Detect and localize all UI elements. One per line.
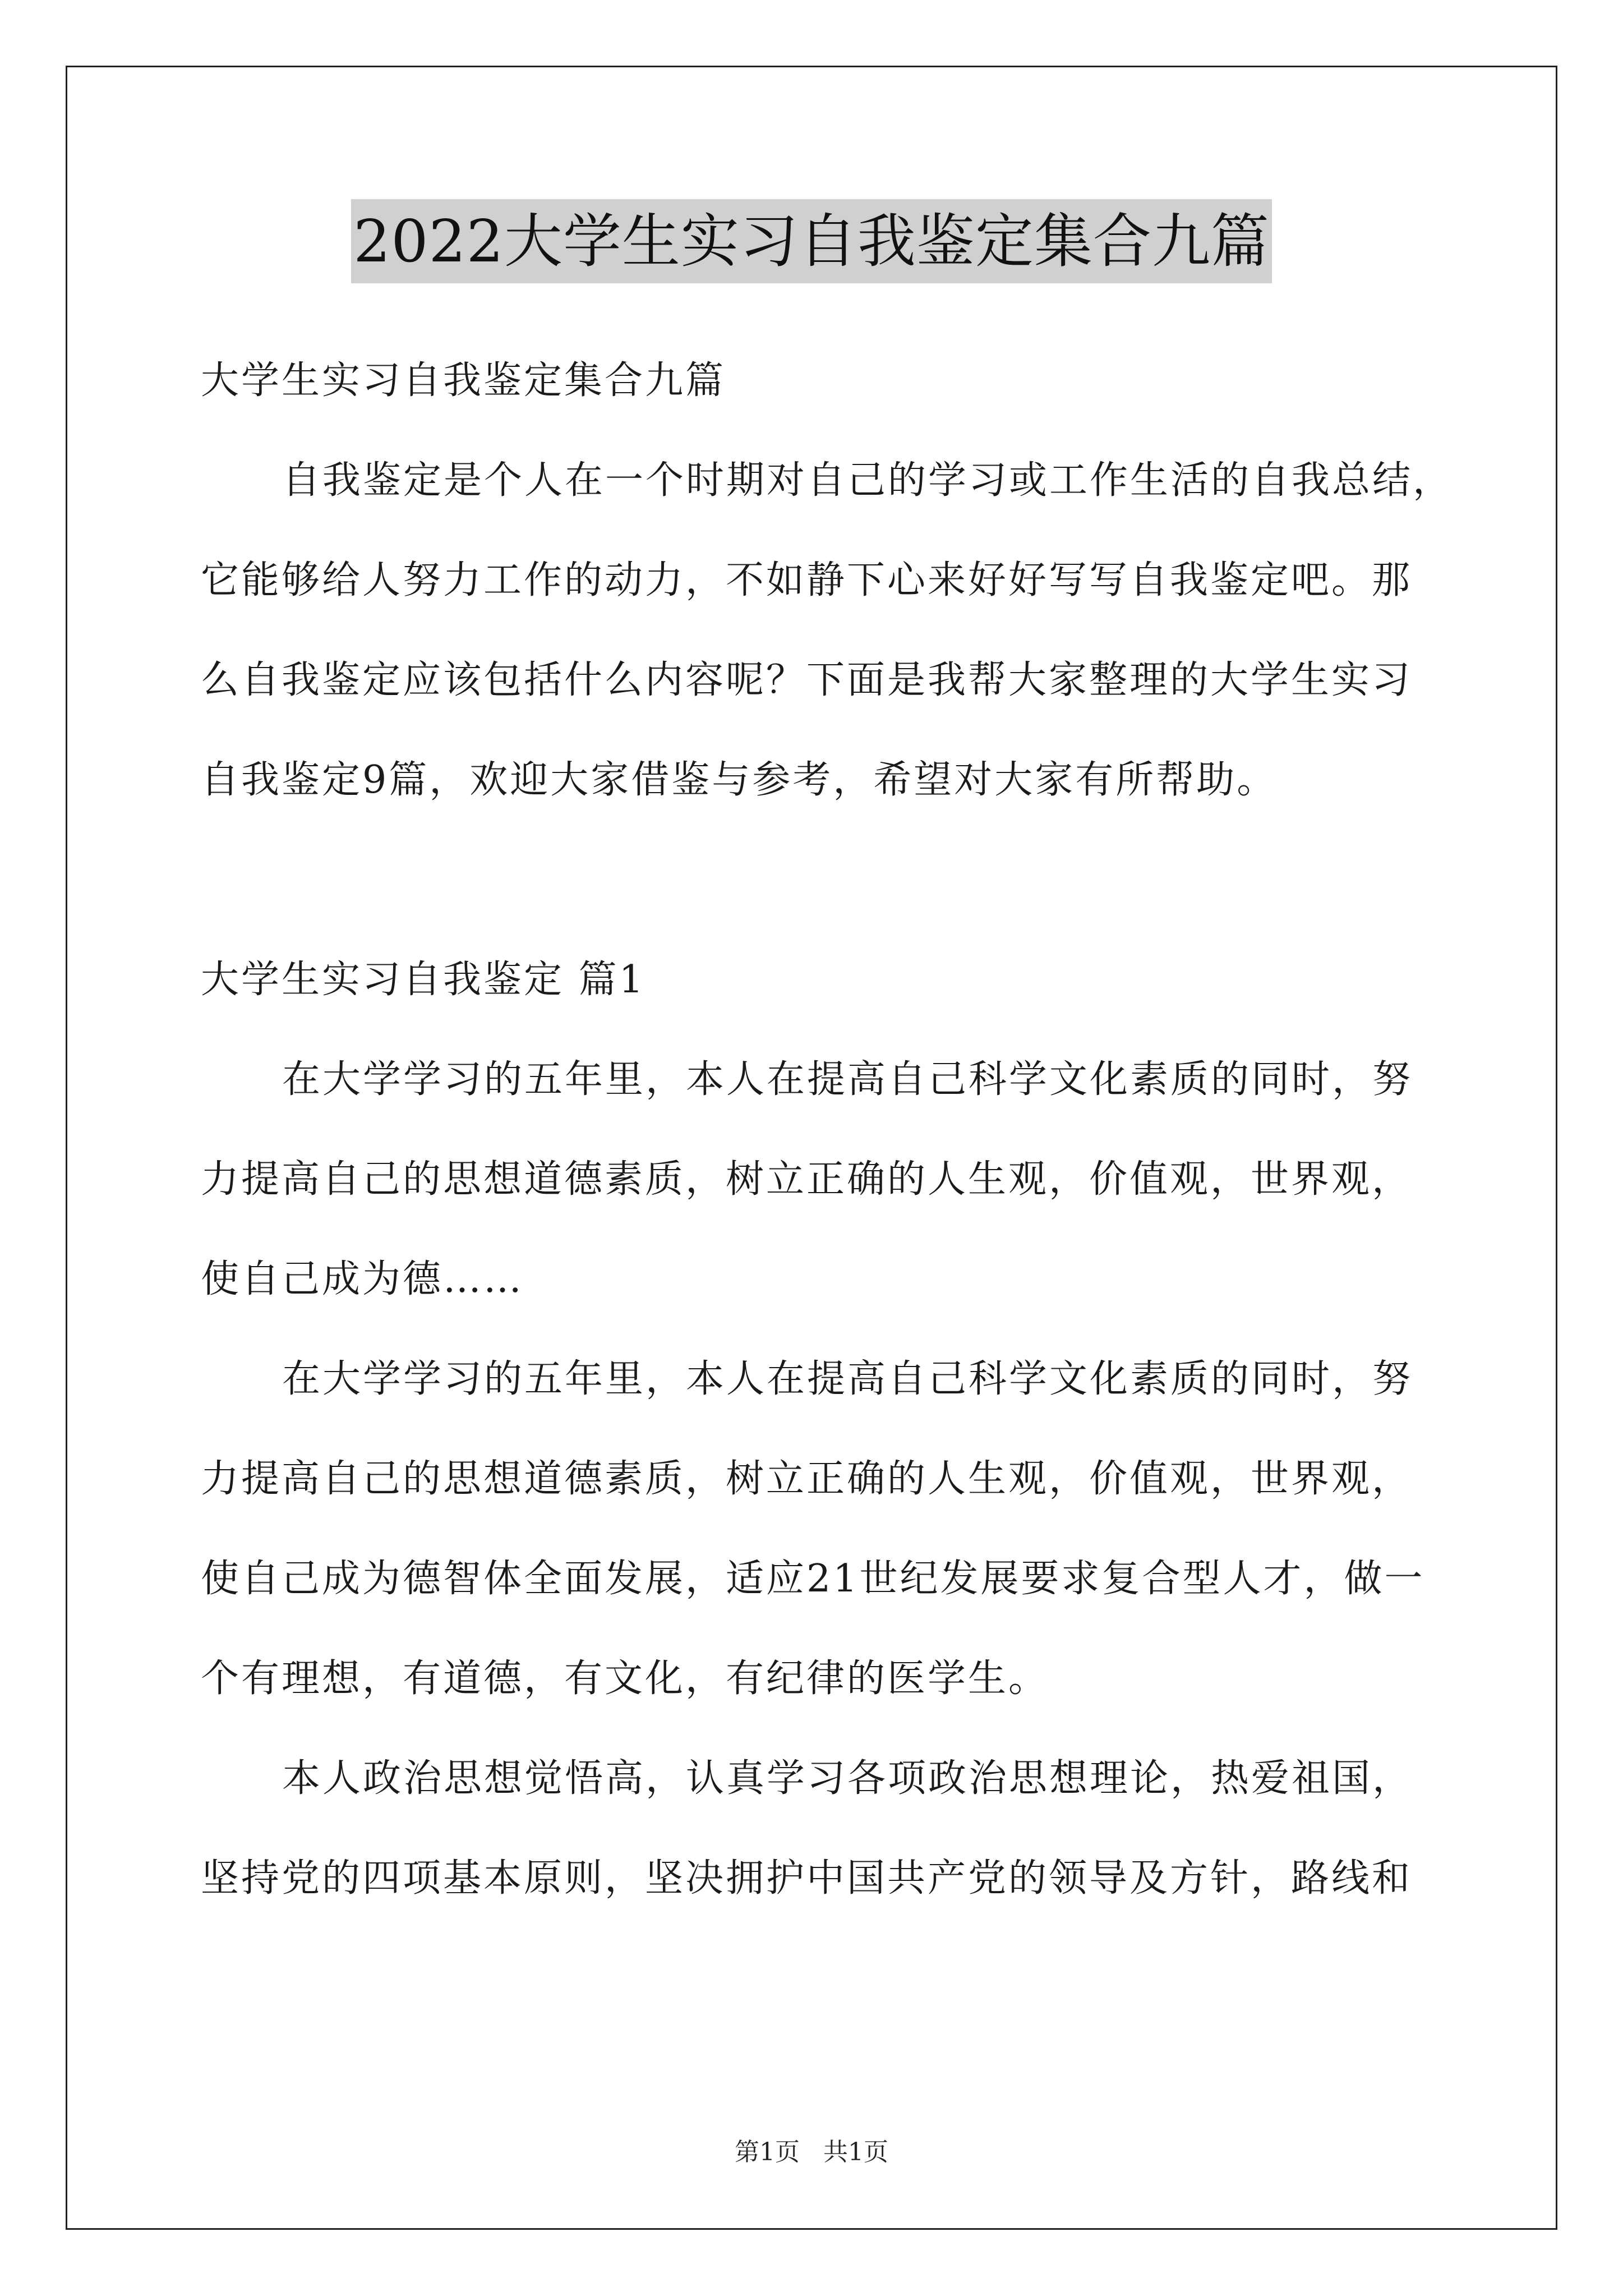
blank-line xyxy=(201,830,1440,930)
page-total: 共1页 xyxy=(823,2138,888,2166)
paragraph-line: 坚持党的四项基本原则，坚决拥护中国共产党的领导及方针，路线和 xyxy=(201,1856,1413,1901)
paragraph-line: 使自己成为德智体全面发展，适应21世纪发展要求复合型人才，做一 xyxy=(201,1557,1425,1601)
document-body xyxy=(201,331,1454,1929)
subtitle: 大学生实习自我鉴定集合九篇 xyxy=(201,358,726,403)
page-footer xyxy=(0,2132,1623,2168)
intro-line: 它能够给人努力工作的动力，不如静下心来好好写写自我鉴定吧。那 xyxy=(201,558,1413,602)
intro-line: 么自我鉴定应该包括什么内容呢？下面是我帮大家整理的大学生实习 xyxy=(201,658,1413,702)
paragraph-line: 力提高自己的思想道德素质，树立正确的人生观，价值观，世界观， xyxy=(201,1457,1413,1501)
section-heading: 大学生实习自我鉴定 篇1 xyxy=(201,958,645,1002)
paragraph-line: 在大学学习的五年里，本人在提高自己科学文化素质的同时，努 xyxy=(282,1057,1413,1102)
title-container xyxy=(0,199,1623,283)
paragraph-line: 使自己成为德…… xyxy=(201,1257,524,1301)
paragraph-line: 个有理想，有道德，有文化，有纪律的医学生。 xyxy=(201,1657,1049,1701)
paragraph-line: 本人政治思想觉悟高，认真学习各项政治思想理论，热爱祖国， xyxy=(282,1756,1413,1801)
intro-line: 自我鉴定9篇，欢迎大家借鉴与参考，希望对大家有所帮助。 xyxy=(201,758,1278,802)
paragraph-line: 在大学学习的五年里，本人在提高自己科学文化素质的同时，努 xyxy=(282,1357,1413,1401)
paragraph-line: 力提高自己的思想道德素质，树立正确的人生观，价值观，世界观， xyxy=(201,1157,1413,1202)
intro-line: 自我鉴定是个人在一个时期对自己的学习或工作生活的自我总结， xyxy=(282,458,1454,503)
document-title: 2022大学生实习自我鉴定集合九篇 xyxy=(351,199,1272,283)
page-number: 第1页 xyxy=(735,2138,800,2166)
